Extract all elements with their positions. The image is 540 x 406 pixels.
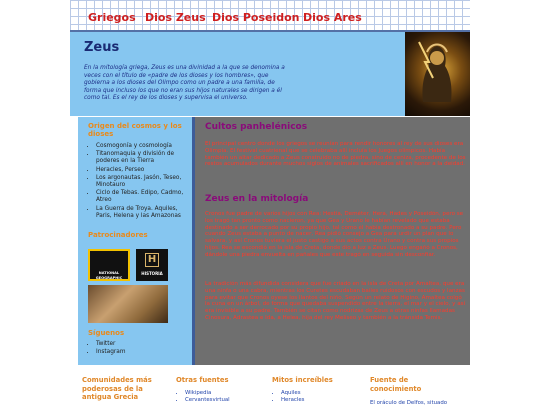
- page-title: Zeus: [84, 40, 120, 55]
- footer-col2-list: [176, 390, 230, 404]
- footer: [70, 368, 470, 405]
- top-nav: [70, 0, 470, 32]
- national-geographic-logo[interactable]: NATIONAL GEOGRAPHIC: [88, 249, 130, 281]
- nav-link-zeus[interactable]: Dios Zeus: [145, 11, 206, 24]
- list-item[interactable]: • Heracles, Perseo: [96, 167, 188, 174]
- zeus-image: [405, 32, 470, 116]
- origin-list: [84, 143, 188, 221]
- historia-logo[interactable]: [136, 249, 168, 281]
- footer-col1-title: Comunidades más poderosas de la antigua Grecia: [82, 376, 152, 402]
- page: [70, 0, 470, 405]
- myth-heading: Zeus en la mitología: [205, 194, 309, 204]
- twitter-link[interactable]: • Twitter: [96, 341, 126, 348]
- cervantes-link[interactable]: • Cervantesvirtual: [185, 397, 230, 404]
- cults-text: El principal centro donde los griegos se reunían para rendir honores al rey de sus dioses era Olimpia. El festival cuatrienal que se celebraba allí incluía los Juegos olímpicos. Había también un altar dedicado a Zeus construido no de piedra, sino de ceniza, procedente de los restos acumulados durante muchos siglos de animales sacrificados allí en honor a la deidad.: [205, 141, 466, 168]
- header: [70, 32, 470, 116]
- list-item[interactable]: • Cosmogonía y cosmología: [96, 143, 188, 150]
- myth-text-1: Cronos fue padre de varios hijos con Rea: Hestia, Deméter, Hera, Hades y Poseidón, pero se los tragó tan pronto como nacieron, ya que Gea y Urano le habían revelado que estaba destinado a ser derrocado por su propio hijo, tal como él había destronado a su padre. Pero cuando Zeus estaba a punto de nacer, Rea pidió consejo a Gea para urdir un plan que lo salvara, y así Cronos tuviera el justo castigo a sus actos contra Urano y contra sus propios hijos. Rea se escondió en la isla de Creta, donde dio a luz a Zeus. Luego engañó a Cronos, dándole una piedra envuelta en pañales que este tragó en seguida sin desconfiar.: [205, 211, 464, 258]
- myth-text-2: La tradición más difundida considera que fue criado en la isla de Creta por Amaltea, que era una ninfa o una cabra, mientras los Curetes escudaban bailes ruidosos con escudos y lanzas para evitar que Cronos oyese los llantos del niño. Según un relato de Higino, Amaltea colgó la cuna en un árbol, de forma que quedaba suspendido entre la tierra, el mar y el cielo, y así era invisible a su padre. También se citan como nodrizas de Zeus a otras ninfas llamadas Cinosura, Adrastea e Ida, a Helea, hija del rey Meliseo y también a la tránsida Temis.: [205, 281, 466, 321]
- wikipedia-link[interactable]: • Wikipedia: [185, 390, 230, 397]
- social-list: [84, 341, 126, 357]
- main-content: [195, 117, 470, 365]
- nav-link-griegos[interactable]: Griegos: [88, 11, 136, 24]
- h-icon: H: [145, 253, 159, 267]
- footer-col3-title: Mitos increíbles: [272, 376, 333, 384]
- instagram-link[interactable]: • Instagram: [96, 349, 126, 356]
- sidebar-origin-title: Origen del cosmos y los dioses: [88, 122, 182, 138]
- intro-text: En la mitología griega, Zeus es una divinidad a la que se denomina a veces con el título de «padre de los dioses y los hombres», que gobierna a los dioses del Olimpo como un padre a una familia, de forma que incluso los que no eran sus hijos naturales se dirigen a él como tal. Es el rey de los dioses y supervisa el universo.: [84, 65, 285, 102]
- list-item[interactable]: • Titanomaquia y división de poderes en la Tierra: [96, 151, 188, 165]
- footer-col4-title: Fuente de conocimiento: [370, 376, 422, 393]
- nav-link-ares[interactable]: Dios Ares: [303, 11, 362, 24]
- list-item[interactable]: • La Guerra de Troya. Aquiles, Paris, Helena y las Amazonas: [96, 206, 188, 220]
- footer-col2-title: Otras fuentes: [176, 376, 229, 384]
- footer-col4-text: El oráculo de Delfos, situado: [370, 400, 448, 406]
- aquiles-link[interactable]: • Aquiles: [281, 390, 304, 397]
- heracles-link[interactable]: • Heracles: [281, 397, 304, 404]
- follow-title: Síguenos: [88, 329, 125, 337]
- sidebar: [78, 117, 195, 365]
- mythology-painting: [88, 285, 168, 323]
- nav-link-poseidon[interactable]: Dios Poseidon: [212, 11, 300, 24]
- list-item[interactable]: • Los argonautas. Jasón, Teseo, Minotauro: [96, 175, 188, 189]
- footer-col3-list: [272, 390, 304, 404]
- cults-heading: Cultos panhelénicos: [205, 122, 308, 132]
- sponsors-title: Patrocinadores: [88, 231, 148, 239]
- historia-label: HISTORIA: [141, 271, 163, 276]
- list-item[interactable]: • Ciclo de Tebas. Edipo, Cadmo, Atreo: [96, 190, 188, 204]
